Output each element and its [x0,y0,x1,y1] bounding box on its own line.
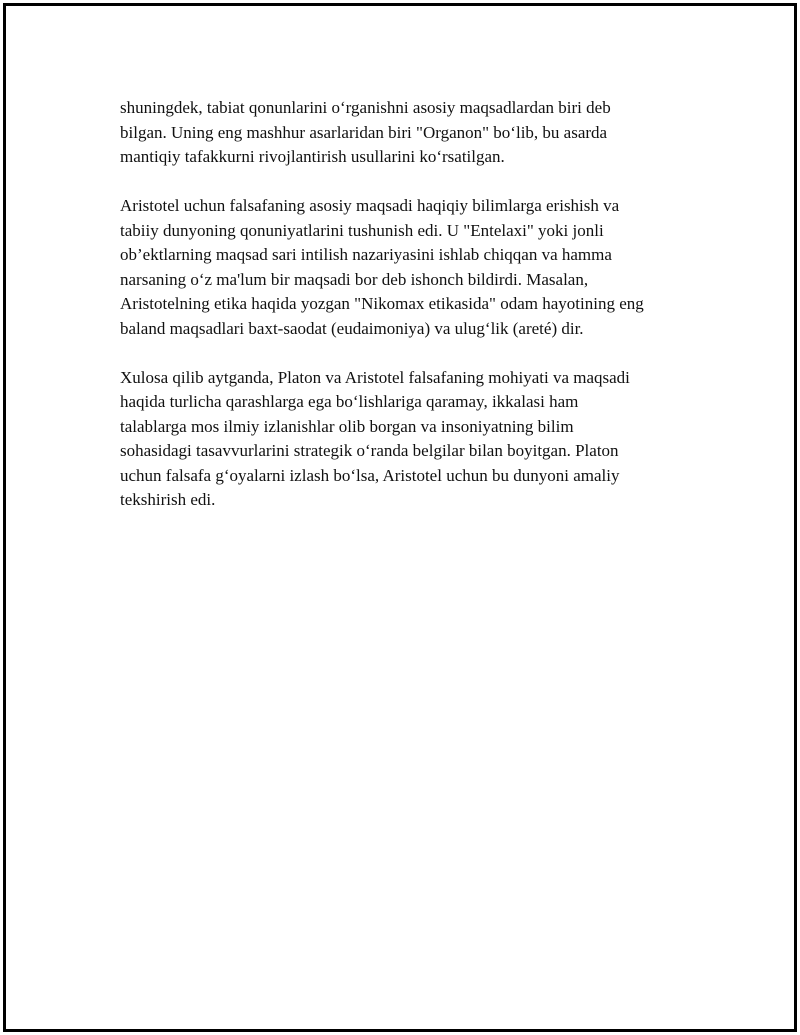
text-line: talablarga mos ilmiy izlanishlar olib borgan va insoniyatning bilim [120,416,574,436]
text-line: Aristotel uchun falsafaning asosiy maqsadi haqiqiy bilimlarga erishish va [120,196,620,215]
text-line: tekshirish edi. [120,490,216,509]
page-frame [3,3,797,1032]
text-line: shuningdek, tabiat qonunlarini oʻrganishni asosiy maqsadlardan biri deb [120,98,611,117]
paragraph-3 [120,366,700,513]
paragraph-1 [120,96,700,170]
paragraph-2 [120,194,700,341]
text-line: bilgan. Uning eng mashhur asarlaridan biri "Organon" boʻlib, bu asarda [120,122,608,142]
text-line: Xulosa qilib aytganda, Platon va Aristotel falsafaning mohiyati va maqsadi [120,367,630,387]
text-line: haqida turlicha qarashlarga ega boʻlishlariga qaramay, ikkalasi ham [120,392,579,411]
text-line: mantiqiy tafakkurni rivojlantirish usullarini koʻrsatilgan. [120,147,505,166]
text-line: uchun falsafa gʻoyalarni izlash boʻlsa, Aristotel uchun bu dunyoni amaliy [120,465,620,485]
text-line: sohasidagi tasavvurlarini strategik oʻranda belgilar bilan boyitgan. Platon [120,441,619,460]
text-line: baland maqsadlari baxt-saodat (eudaimoniya) va ulugʻlik (areté) dir. [120,318,584,338]
text-line: Aristotelning etika haqida yozgan "Nikomax etikasida" odam hayotining eng [120,294,644,313]
text-line: ob’ektlarning maqsad sari intilish nazariyasini ishlab chiqqan va hamma [120,245,612,264]
text-line: tabiiy dunyoning qonuniyatlarini tushunish edi. U "Entelaxi" yoki jonli [120,220,604,240]
text-line: narsaning oʻz ma'lum bir maqsadi bor deb ishonch bildirdi. Masalan, [120,269,589,289]
document-body [120,96,700,537]
